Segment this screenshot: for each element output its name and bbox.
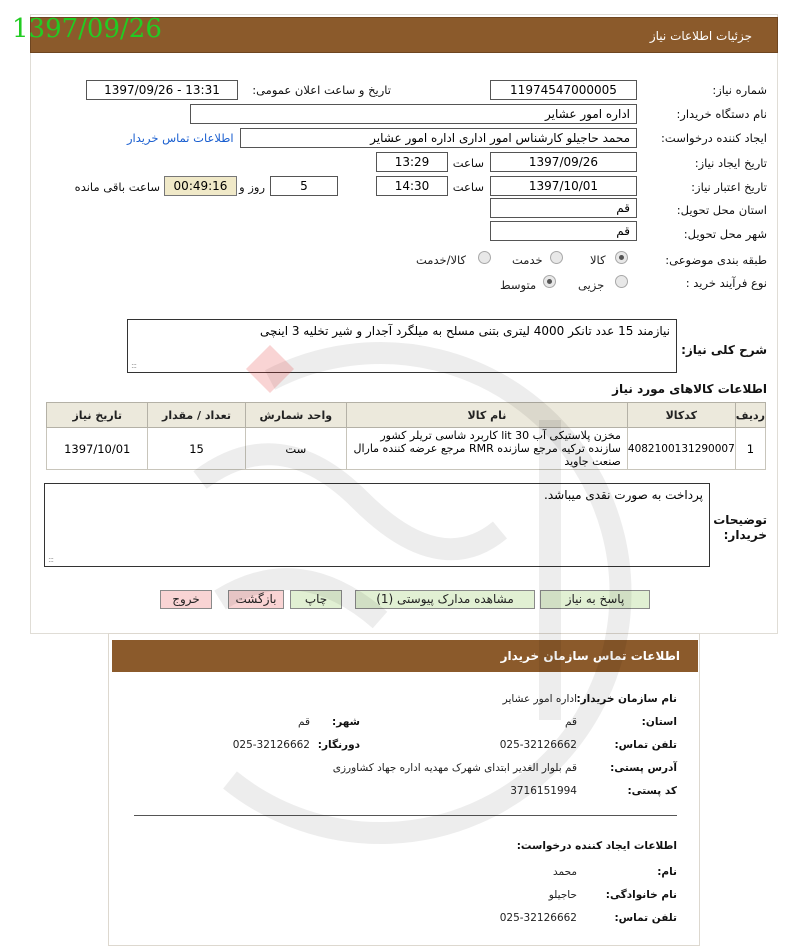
col-code: کدکالا	[627, 403, 735, 428]
cell-qty: 15	[148, 428, 245, 470]
requester-field: محمد حاجیلو کارشناس امور اداری اداره امور عشایر	[240, 128, 637, 148]
city-field: قم	[490, 221, 637, 241]
date-stamp: 1397/09/26	[12, 14, 162, 44]
cell-row: 1	[735, 428, 765, 470]
buyer-contact-link[interactable]: اطلاعات تماس خریدار	[127, 131, 234, 145]
province-field: قم	[490, 198, 637, 218]
remaining-time-field: 00:49:16	[164, 176, 237, 196]
days-label: روز و	[239, 180, 265, 194]
items-table	[46, 402, 766, 470]
print-button[interactable]: چاپ	[290, 590, 342, 609]
creator-last-name-value: حاجیلو	[548, 889, 577, 901]
created-time-field: 13:29	[376, 152, 448, 172]
creator-first-name-label: نام:	[657, 866, 677, 878]
announce-label: تاریخ و ساعت اعلان عمومی:	[252, 83, 391, 97]
contact-fax-value: 025-32126662	[232, 739, 310, 751]
page-title: جزئیات اطلاعات نیاز	[649, 29, 752, 43]
valid-date-label: تاریخ اعتبار نیاز:	[691, 180, 767, 194]
category-option-goods: کالا	[590, 253, 606, 267]
creator-phone-label: تلفن تماس:	[614, 912, 677, 924]
notes-text: پرداخت به صورت نقدی میباشد.	[544, 488, 703, 502]
contact-org-label: نام سازمان خریدار:	[576, 693, 677, 705]
cell-code: 4082100131290007	[627, 428, 735, 470]
table-row	[47, 428, 766, 470]
creator-first-name-value: محمد	[553, 866, 577, 878]
table-header-row	[47, 403, 766, 428]
province-label: استان محل تحویل:	[676, 203, 767, 217]
contact-province-value: قم	[564, 716, 577, 728]
category-radio-both[interactable]	[478, 251, 491, 264]
valid-time-field: 14:30	[376, 176, 448, 196]
contact-phone-value: 025-32126662	[499, 739, 577, 751]
view-documents-button[interactable]: مشاهده مدارک پیوستی (1)	[355, 590, 535, 609]
valid-date-field: 1397/10/01	[490, 176, 637, 196]
city-label: شهر محل تحویل:	[683, 227, 767, 241]
need-number-label: شماره نیاز:	[712, 83, 767, 97]
announce-field: 1397/09/26 - 13:31	[86, 80, 238, 100]
days-field: 5	[270, 176, 338, 196]
category-radio-goods[interactable]	[615, 251, 628, 264]
remaining-label: ساعت باقی مانده	[74, 180, 160, 194]
cell-date: 1397/10/01	[47, 428, 148, 470]
created-time-label: ساعت	[452, 156, 484, 170]
buyer-org-field: اداره امور عشایر	[190, 104, 637, 124]
col-unit: واحد شمارش	[245, 403, 346, 428]
buyer-org-label: نام دستگاه خریدار:	[676, 107, 767, 121]
col-row: ردیف	[735, 403, 765, 428]
contact-panel-header	[112, 640, 698, 672]
creator-last-name-label: نام خانوادگی:	[605, 889, 677, 901]
category-radio-service[interactable]	[550, 251, 563, 264]
created-date-label: تاریخ ایجاد نیاز:	[694, 156, 767, 170]
exit-button[interactable]: خروج	[160, 590, 212, 609]
col-name: نام کالا	[347, 403, 628, 428]
contact-address-value: قم بلوار الغدیر ابتدای شهرک مهدیه اداره جهاد کشاورزی	[332, 762, 577, 774]
notes-label: توضیحات خریدار:	[713, 513, 767, 542]
contact-org-value: اداره امور عشایر	[502, 693, 577, 705]
category-label: طبقه بندی موضوعی:	[665, 253, 767, 267]
items-section-title: اطلاعات کالاهای مورد نیاز	[612, 382, 767, 396]
description-field	[127, 319, 677, 373]
section-divider	[134, 815, 677, 816]
process-label: نوع فرآیند خرید :	[685, 276, 767, 290]
need-number-field: 11974547000005	[490, 80, 637, 100]
notes-field	[44, 483, 710, 567]
contact-city-label: شهر:	[332, 716, 360, 728]
contact-phone-label: تلفن تماس:	[614, 739, 677, 751]
resize-grip-icon[interactable]: :::	[48, 555, 54, 564]
process-option-minor: جزیی	[578, 278, 605, 292]
valid-time-label: ساعت	[452, 180, 484, 194]
cell-unit: ست	[245, 428, 346, 470]
contact-postal-value: 3716151994	[510, 785, 577, 797]
creator-section-title: اطلاعات ایجاد کننده درخواست:	[516, 840, 677, 852]
category-option-both: کالا/خدمت	[416, 253, 467, 267]
description-text: نیازمند 15 عدد تانکر 4000 لیتری بتنی مسلح به میلگرد آجدار و شیر تخلیه 3 اینچی	[259, 324, 670, 338]
contact-panel-title: اطلاعات تماس سازمان خریدار	[500, 649, 680, 663]
contact-city-value: قم	[297, 716, 310, 728]
created-date-field: 1397/09/26	[490, 152, 637, 172]
col-date: تاریخ نیاز	[47, 403, 148, 428]
contact-province-label: استان:	[641, 716, 677, 728]
requester-label: ایجاد کننده درخواست:	[661, 131, 767, 145]
process-radio-minor[interactable]	[615, 275, 628, 288]
cell-name: مخزن پلاستیکی آب 30 lit کاربرد شاسی تریلر کشور سازنده ترکیه مرجع سازنده RMR مرجع عرضه کننده مارال صنعت جاوید	[347, 428, 628, 470]
back-button[interactable]: بازگشت	[228, 590, 284, 609]
reply-button[interactable]: پاسخ به نیاز	[540, 590, 650, 609]
process-option-medium: متوسط	[500, 278, 537, 292]
creator-phone-value: 025-32126662	[499, 912, 577, 924]
description-label: شرح کلی نیاز:	[681, 343, 767, 357]
category-option-service: خدمت	[512, 253, 543, 267]
col-qty: تعداد / مقدار	[148, 403, 245, 428]
contact-postal-label: کد پستی:	[627, 785, 677, 797]
resize-grip-icon[interactable]: :::	[131, 361, 137, 370]
process-radio-medium[interactable]	[543, 275, 556, 288]
contact-fax-label: دورنگار:	[317, 739, 360, 751]
contact-address-label: آدرس پستی:	[610, 762, 677, 774]
